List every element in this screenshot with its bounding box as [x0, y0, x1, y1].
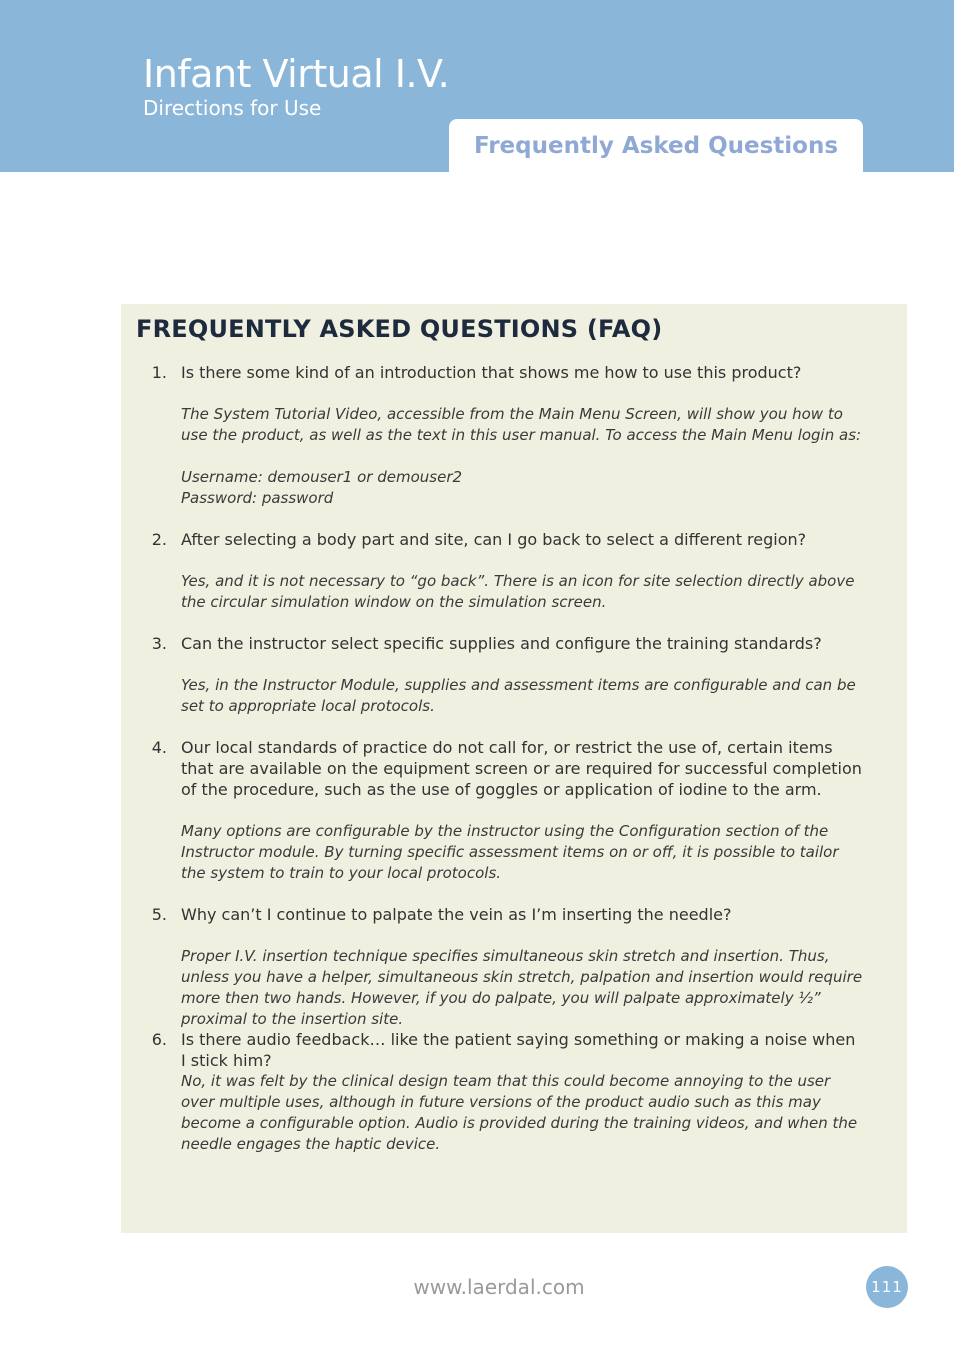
document-subtitle: Directions for Use	[143, 96, 322, 120]
faq-number: 3.	[151, 634, 167, 653]
faq-panel	[121, 304, 907, 1233]
faq-answer: The System Tutorial Video, accessible from the Main Menu Screen, will show you how to use the product, as well as the text in this user manual. To access the Main Menu login as:	[181, 405, 862, 444]
faq-question: Is there audio feedback… like the patient saying something or making a noise when I stick him?	[181, 1030, 856, 1070]
username-line: Username: demouser1 or demouser2	[181, 468, 463, 486]
faq-answer: Many options are configurable by the instructor using the Configuration section of the Instructor module. By turning specific assessment items on or off, it is possible to tailor the system to train to your local protocols.	[181, 822, 839, 882]
faq-number: 5.	[151, 905, 167, 924]
section-tab: Frequently Asked Questions	[449, 119, 863, 172]
page-number-badge: 111	[866, 1266, 908, 1308]
faq-answer: Yes, in the Instructor Module, supplies and assessment items are configurable and can be set to appropriate local protocols.	[181, 676, 856, 715]
password-line: Password: password	[181, 489, 334, 507]
document-title: Infant Virtual I.V.	[143, 52, 450, 96]
faq-answer: No, it was felt by the clinical design team that this could become annoying to the user over multiple uses, although in future versions of the product audio such as this may become a configurable option. Audio is provided during the training videos, and when the needle engages the haptic device.	[181, 1072, 858, 1153]
faq-question: Our local standards of practice do not call for, or restrict the use of, certain items that are available on the equipment screen or are required for successful completion of the procedure, such as the use of goggles or application of iodine to the arm.	[181, 738, 862, 799]
faq-heading: FREQUENTLY ASKED QUESTIONS (FAQ)	[136, 315, 663, 343]
faq-number: 2.	[151, 530, 167, 549]
faq-number: 4.	[151, 738, 167, 757]
website-link[interactable]: www.laerdal.com	[413, 1275, 585, 1299]
faq-number: 1.	[151, 363, 167, 382]
faq-answer: Proper I.V. insertion technique specifies simultaneous skin stretch and insertion. Thus, unless you have a helper, simultaneous skin stretch, palpation and insertion would require more then two hands. However, if you do palpate, you will palpate approximately ½” proximal to the insertion site.	[181, 947, 863, 1028]
faq-number: 6.	[151, 1030, 167, 1049]
faq-question: After selecting a body part and site, can I go back to select a different region?	[181, 530, 807, 549]
faq-question: Why can’t I continue to palpate the vein as I’m inserting the needle?	[181, 905, 732, 924]
faq-answer: Yes, and it is not necessary to “go back”. There is an icon for site selection directly above the circular simulation window on the simulation screen.	[181, 572, 855, 611]
page-header	[0, 0, 954, 172]
faq-question: Can the instructor select specific supplies and configure the training standards?	[181, 634, 822, 653]
faq-question: Is there some kind of an introduction that shows me how to use this product?	[181, 363, 802, 382]
faq-credentials	[181, 467, 864, 509]
